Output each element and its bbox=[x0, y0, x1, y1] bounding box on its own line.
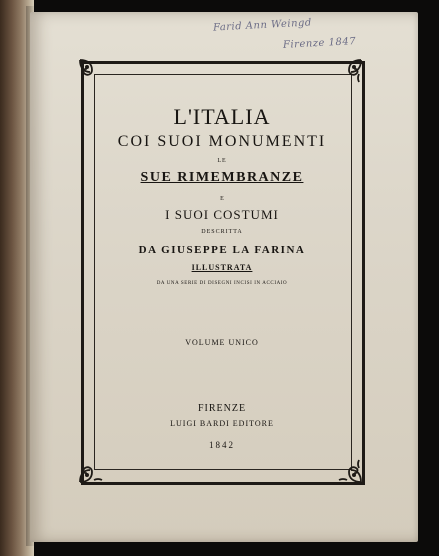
conjunction-le: LE bbox=[217, 158, 227, 164]
descritta-label: DESCRITTA bbox=[201, 229, 243, 235]
illustrata-label: ILLUSTRATA bbox=[191, 263, 253, 272]
corner-ornament-icon bbox=[337, 58, 363, 84]
handwritten-note-line1: Farid Ann Weingd bbox=[212, 17, 313, 34]
handwritten-note-line2: Firenze 1847 bbox=[282, 36, 357, 51]
corner-ornament-icon bbox=[337, 458, 363, 484]
book-subtitle: COI SUOI MONUMENTI bbox=[117, 133, 327, 150]
conjunction-e: E bbox=[220, 196, 224, 202]
corner-ornament-icon bbox=[78, 58, 104, 84]
imprint-city: FIRENZE bbox=[197, 403, 247, 414]
imprint-publisher: LUIGI BARDI EDITORE bbox=[170, 419, 274, 428]
illustration-detail: DA UNA SERIE DI DISEGNI INCISI IN ACCIAIO bbox=[156, 281, 288, 286]
author-line: DA GIUSEPPE LA FARINA bbox=[138, 244, 306, 256]
imprint-year: 1842 bbox=[209, 440, 235, 450]
title-costumi: I SUOI COSTUMI bbox=[165, 207, 279, 222]
title-rimembranze: SUE RIMEMBRANZE bbox=[140, 170, 304, 185]
book-title: L'ITALIA bbox=[173, 104, 271, 129]
corner-ornament-icon bbox=[78, 458, 104, 484]
volume-label: VOLUME UNICO bbox=[185, 338, 259, 347]
